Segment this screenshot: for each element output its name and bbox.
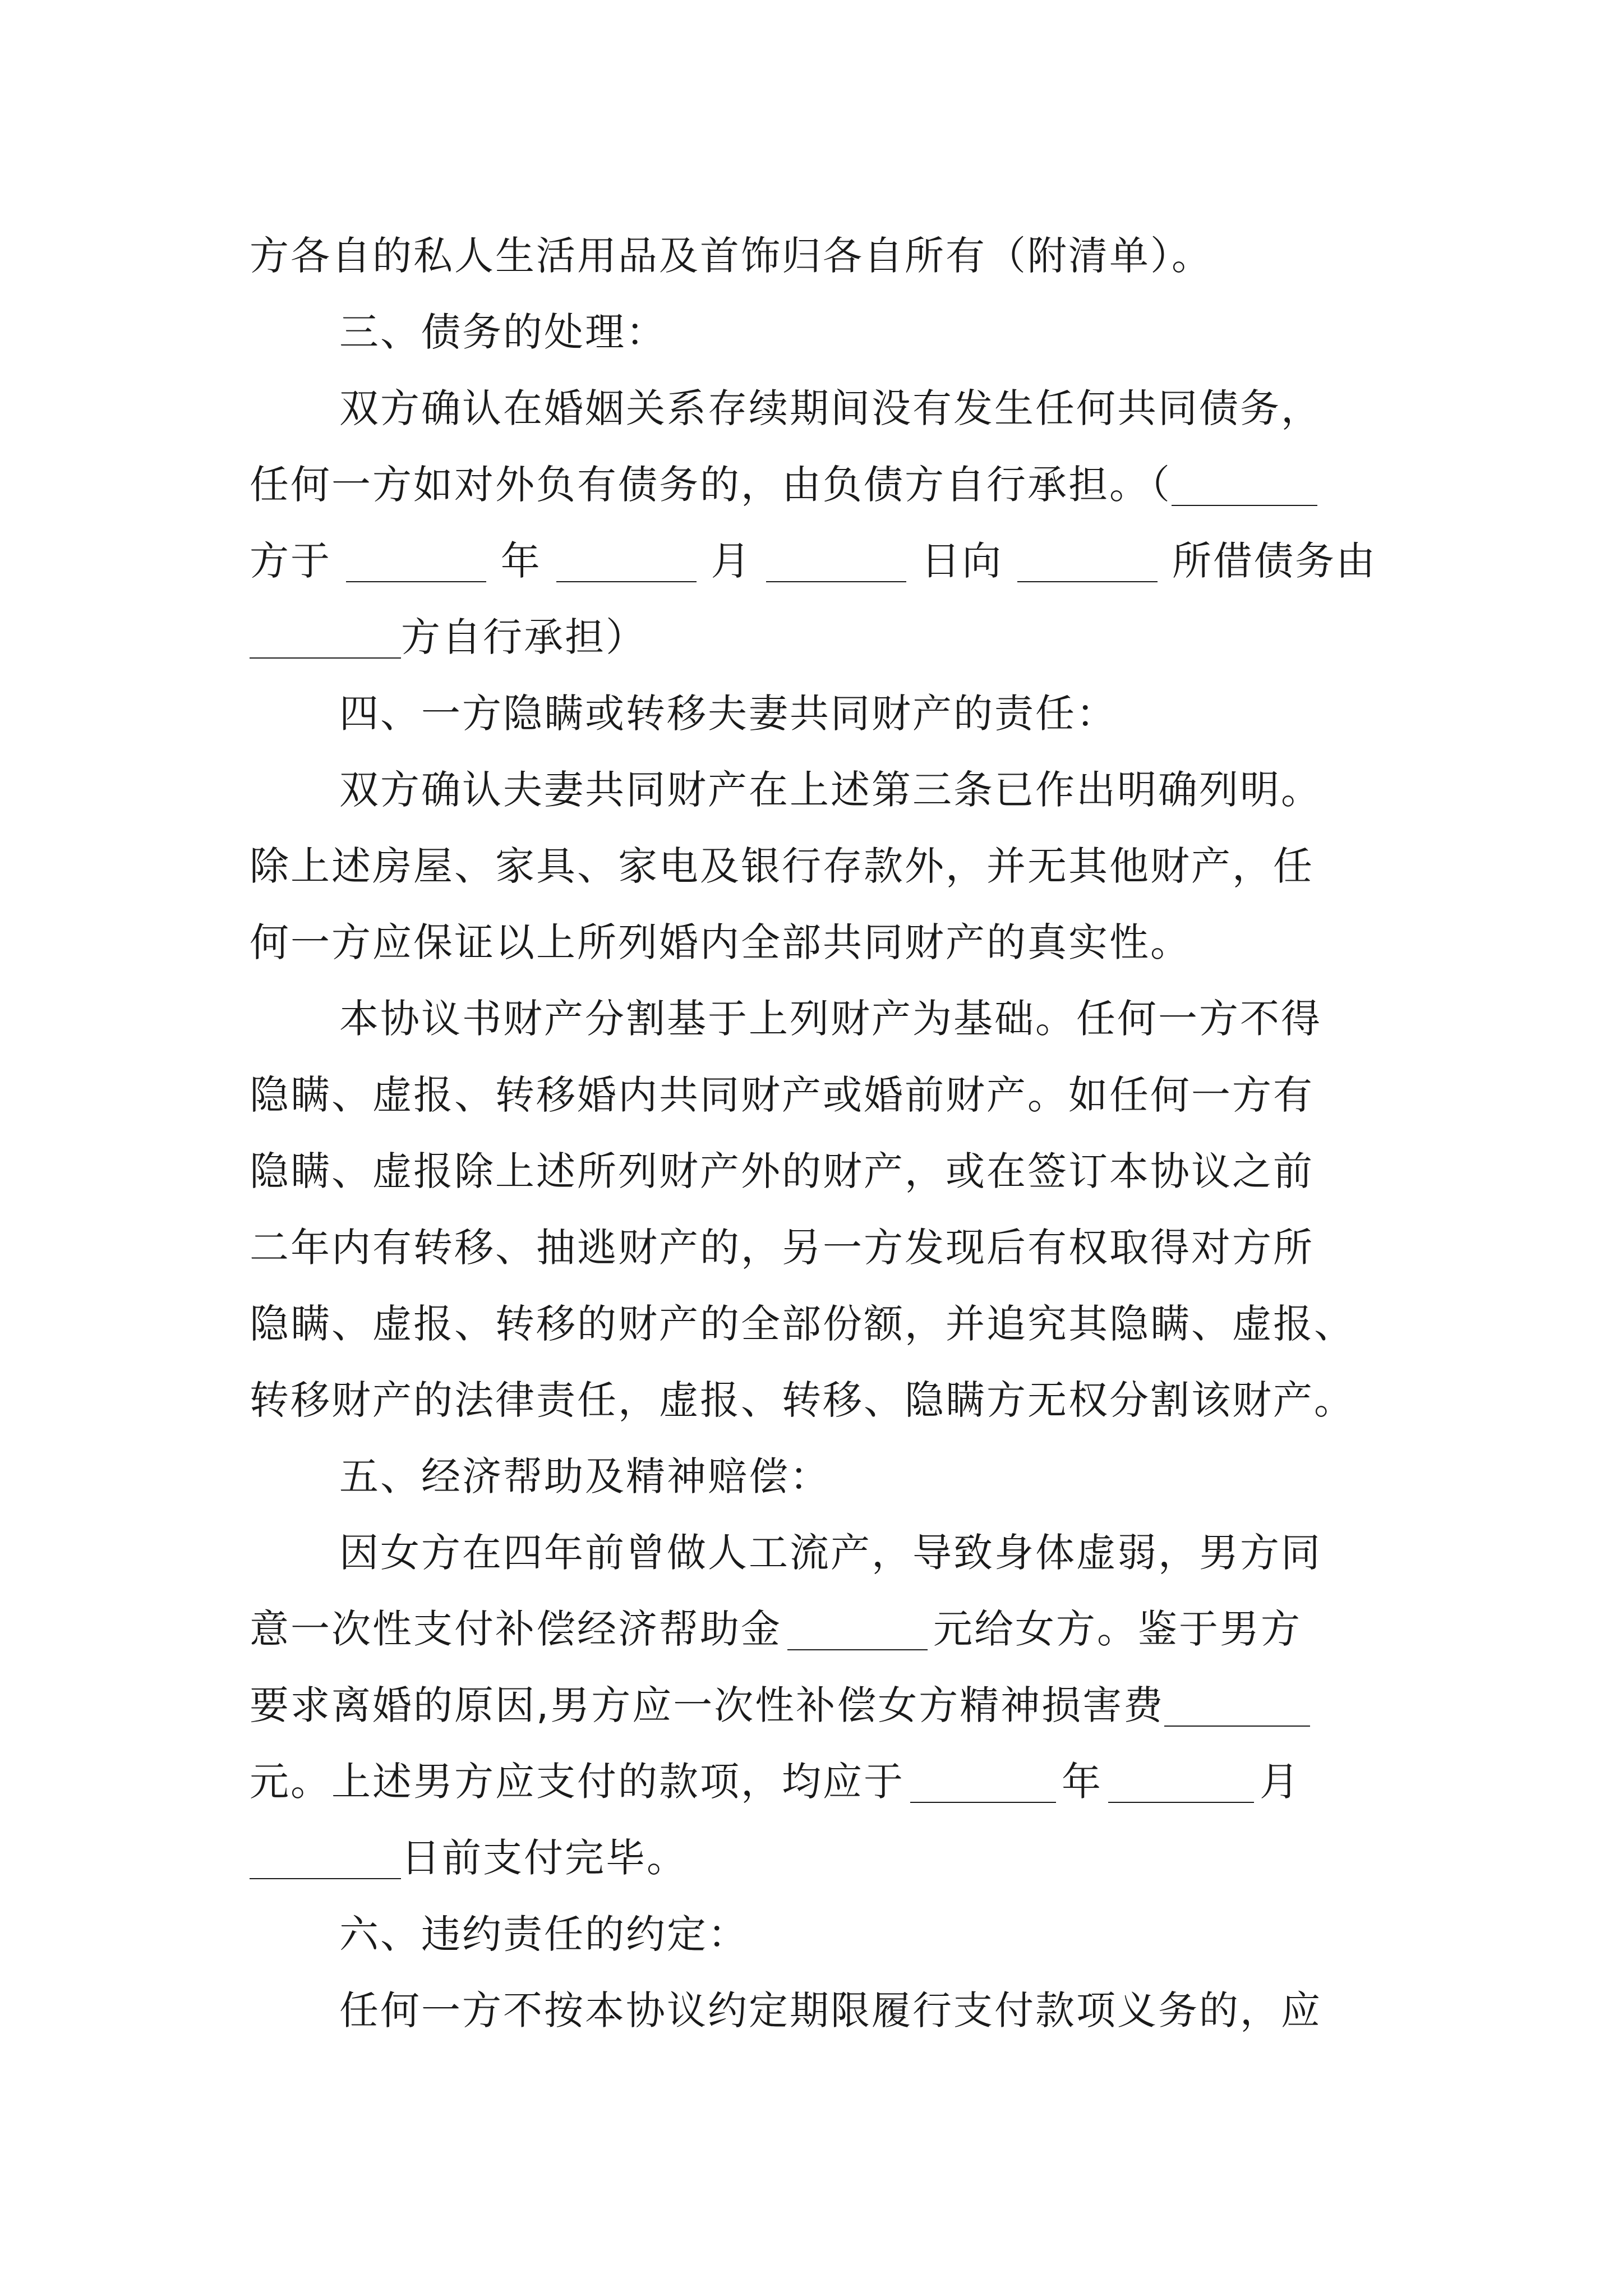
text-line-3	[339, 375, 1377, 442]
paragraph-text: 二年内有转移、抽逃财产的，另一方发现后有权取得对方所	[250, 1225, 1314, 1271]
fill-in-blank[interactable]	[250, 1824, 401, 1879]
paragraph-text: 任何一方不按本协议约定期限履行支付款项义务的，应	[339, 1987, 1322, 2033]
fill-in-blank[interactable]	[1017, 527, 1158, 582]
section-title: 六、违约责任的约定：	[339, 1911, 749, 1957]
section-heading-concealment	[339, 680, 1377, 747]
section-heading-debts	[339, 298, 1377, 366]
fill-in-blank[interactable]	[346, 527, 486, 582]
text-line-21	[250, 1748, 1377, 1815]
fill-in-blank[interactable]	[910, 1748, 1056, 1803]
section-heading-breach	[339, 1901, 1377, 1968]
paragraph-text: 隐瞒、虚报除上述所列财产外的财产，或在签订本协议之前	[250, 1148, 1314, 1194]
paragraph-text: 双方确认夫妻共同财产在上述第三条已作出明确列明。	[339, 767, 1322, 813]
text-line-14	[250, 1214, 1377, 1281]
paragraph-text: 元给女方。鉴于男方	[933, 1606, 1302, 1652]
paragraph-text: 双方确认在婚姻关系存续期间没有发生任何共同债务，	[339, 385, 1322, 431]
text-line-13	[250, 1138, 1377, 1205]
fill-in-blank[interactable]	[556, 527, 697, 582]
text-line-6	[250, 604, 1377, 671]
section-title: 三、债务的处理：	[339, 309, 667, 355]
paragraph-text: 除上述房屋、家具、家电及银行存款外，并无其他财产，任	[250, 843, 1314, 889]
paragraph-text: 本协议书财产分割基于上列财产为基础。任何一方不得	[339, 996, 1322, 1042]
fill-in-blank[interactable]	[1172, 451, 1317, 506]
paragraph-text: 月	[1260, 1759, 1301, 1805]
fill-in-blank[interactable]	[1164, 1672, 1310, 1727]
paragraph-text: 任何一方如对外负有债务的，由负债方自行承担。（	[250, 462, 1172, 508]
paragraph-text: 方自行承担）	[401, 614, 647, 660]
text-line-22	[250, 1824, 1377, 1892]
paragraph-text: 所借债务由	[1172, 538, 1377, 584]
text-line-18	[339, 1519, 1377, 1586]
text-line-4	[250, 451, 1377, 518]
section-heading-compensation	[339, 1443, 1377, 1510]
paragraph-text: 方于	[250, 538, 331, 584]
fill-in-blank[interactable]	[787, 1595, 928, 1650]
fill-in-blank[interactable]	[766, 527, 906, 582]
paragraph-text: 年	[500, 538, 542, 584]
text-line-12	[250, 1061, 1377, 1129]
fill-in-blank[interactable]	[1108, 1748, 1254, 1803]
paragraph-text: 转移财产的法律责任，虚报、转移、隐瞒方无权分割该财产。	[250, 1377, 1355, 1423]
paragraph-text: 年	[1062, 1759, 1103, 1805]
paragraph-text: 意一次性支付补偿经济帮助金	[250, 1606, 782, 1652]
paragraph-text: 日向	[921, 538, 1003, 584]
paragraph-text: 要求离婚的原因,男方应一次性补偿女方精神损害费	[250, 1682, 1165, 1728]
text-line-8	[339, 756, 1377, 823]
text-line-1	[250, 222, 1377, 289]
paragraph-text: 元。上述男方应支付的款项，均应于	[250, 1759, 905, 1805]
section-title: 五、经济帮助及精神赔偿：	[339, 1453, 831, 1499]
paragraph-text: 日前支付完毕。	[401, 1835, 688, 1881]
text-line-16	[250, 1366, 1377, 1434]
section-title: 四、一方隐瞒或转移夫妻共同财产的责任：	[339, 691, 1117, 737]
text-line-20	[250, 1672, 1377, 1739]
paragraph-text: 何一方应保证以上所列婚内全部共同财产的真实性。	[250, 919, 1191, 965]
text-line-5	[250, 527, 1377, 595]
text-line-9	[250, 832, 1377, 900]
paragraph-text: 隐瞒、虚报、转移的财产的全部份额，并追究其隐瞒、虚报、	[250, 1301, 1355, 1347]
text-line-24	[339, 1977, 1377, 2044]
paragraph-text: 月	[711, 538, 752, 584]
paragraph-text: 隐瞒、虚报、转移婚内共同财产或婚前财产。如任何一方有	[250, 1072, 1314, 1118]
text-line-10	[250, 909, 1377, 976]
text-line-11	[339, 985, 1377, 1052]
text-line-15	[250, 1290, 1377, 1358]
fill-in-blank[interactable]	[250, 604, 401, 659]
paragraph-text: 方各自的私人生活用品及首饰归各自所有（附清单）。	[250, 233, 1212, 279]
paragraph-text: 因女方在四年前曾做人工流产，导致身体虚弱，男方同	[339, 1530, 1322, 1576]
text-line-19	[250, 1595, 1377, 1663]
